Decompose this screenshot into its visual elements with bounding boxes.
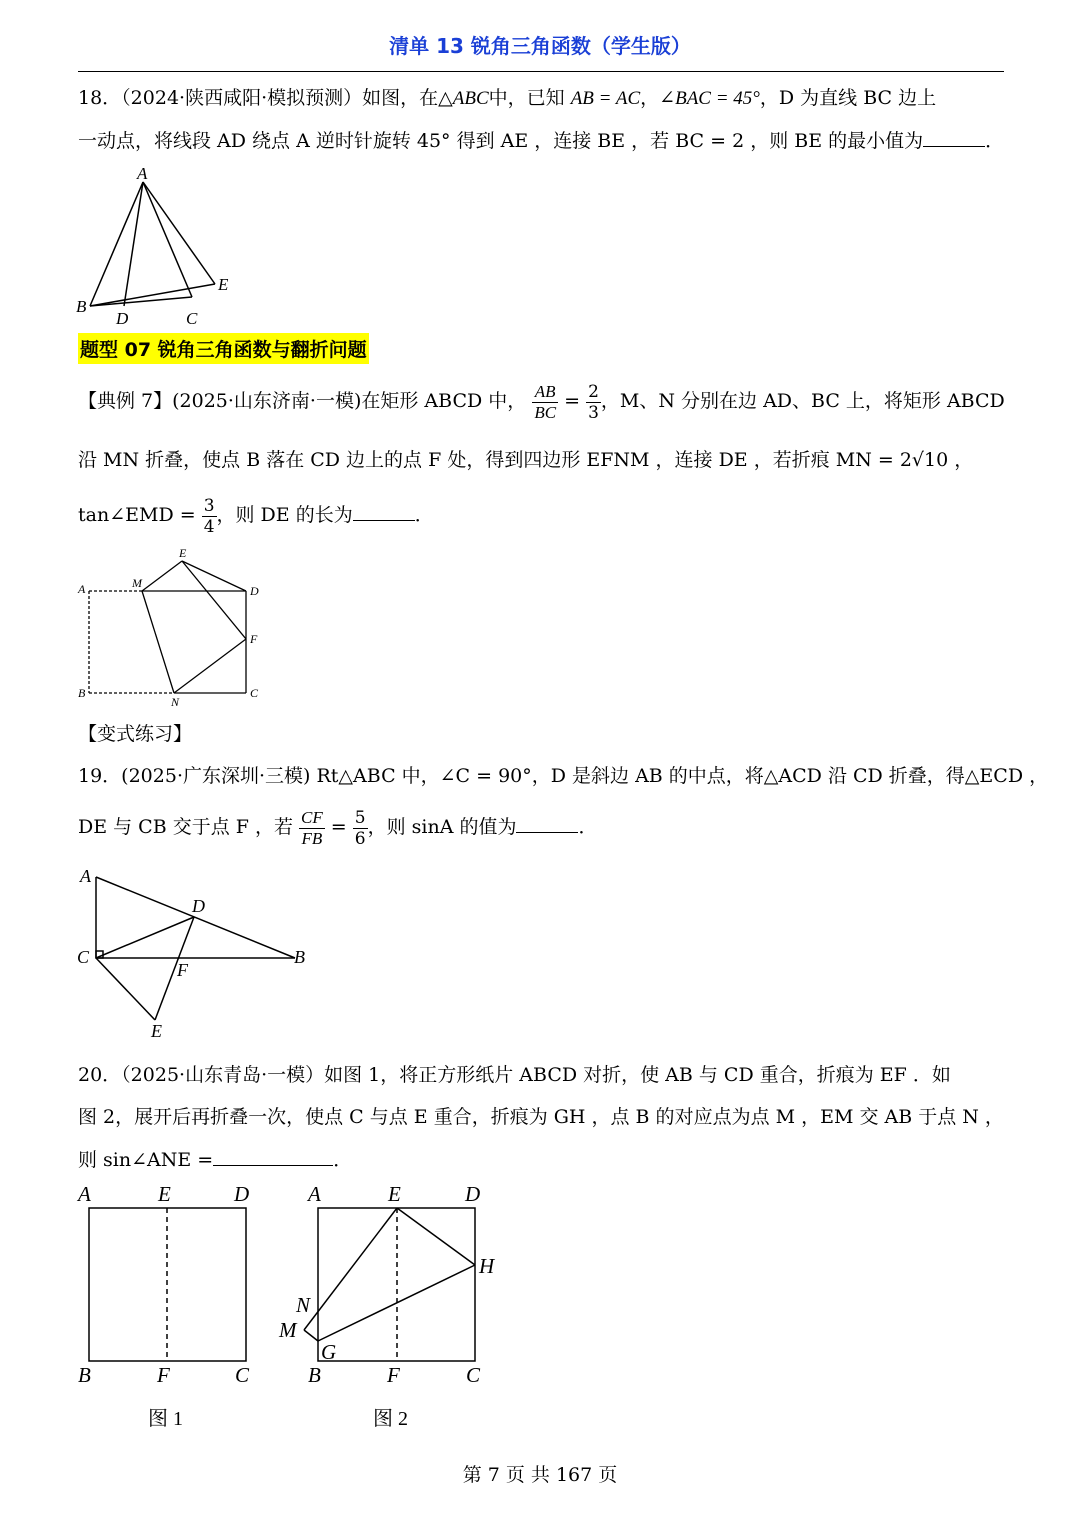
q18-label-c: C [186, 309, 198, 328]
fig2-label-g: G [321, 1340, 337, 1364]
fig1-label-a: A [78, 1182, 91, 1206]
ex7-frac [532, 382, 558, 423]
fig2-label-a: A [308, 1182, 321, 1206]
ex7-tan: tan∠EMD = [78, 504, 196, 526]
q19-frac-den: FB [301, 828, 323, 848]
q18-label-b: B [76, 297, 87, 316]
fig1-label-f: F [157, 1363, 170, 1387]
ex7-prefix: 【典例 7】(2025·山东济南·一模)在矩形 ABCD 中， [78, 390, 527, 412]
ex7-frac-num: AB [532, 382, 558, 403]
ex7-eq: = [564, 390, 581, 412]
q18-label-a: A [137, 164, 148, 183]
q18-figure [70, 160, 250, 330]
fig1-label-d: D [234, 1182, 250, 1206]
fig2-label-b: B [308, 1363, 321, 1387]
fig2-label-h: H [479, 1254, 495, 1278]
q20-answer-blank[interactable] [213, 1149, 333, 1166]
q18-abc: ABC [452, 88, 489, 109]
q20-line2: 图 2，展开后再折叠一次，使点 C 与点 E 重合，折痕为 GH ，点 B 的对应点为点 M ，EM 交 AB 于点 N ， [78, 1106, 1004, 1128]
ex7-period: ． [414, 504, 434, 526]
q18-line2-text: 一动点，将线段 AD 绕点 A 逆时针旋转 45° 得到 AE ，连接 BE ，若 BC = 2 ，则 BE 的最小值为 [78, 130, 924, 152]
q19-val-den: 6 [354, 828, 366, 849]
ex7-line2: 沿 MN 折叠，使点 B 落在 CD 边上的点 F 处，得到四边形 EFNM ，连接 DE ，若折痕 MN = 2√10 ， [78, 449, 974, 471]
q18-line2 [78, 127, 1004, 155]
q18-label-e: E [218, 275, 229, 294]
ex7-label-e: E [179, 546, 187, 560]
fig2-label-m: M [279, 1318, 297, 1342]
q19-label-e: E [151, 1021, 162, 1041]
q19-label-d: D [192, 896, 205, 916]
q20-prefix: 则 sin∠ANE = [78, 1149, 214, 1171]
ex7-tan-den: 4 [203, 516, 215, 537]
q20-period: ． [333, 1149, 353, 1171]
ex7-frac-den: BC [534, 402, 557, 422]
q18-angle: ∠BAC = 45° [659, 88, 760, 109]
q19-line1: 19．(2025·广东深圳·三模) Rt△ABC 中，∠C = 90°，D 是斜边 AB 的中点，将△ACD 沿 CD 折叠，得△ECD ， [78, 765, 1049, 787]
q19-val-num: 5 [354, 807, 366, 828]
q19-label-c: C [77, 947, 90, 967]
ex7-line3 [78, 492, 434, 538]
fig2-label-d: D [465, 1182, 481, 1206]
ex7-val-den: 3 [588, 402, 599, 423]
fig2-label-c: C [466, 1363, 481, 1387]
q18-mid: 中，已知 [488, 87, 565, 109]
q20-fig2 [304, 1208, 475, 1361]
q19-label-f: F [177, 960, 188, 980]
page-header-title: 清单 13 锐角三角函数（学生版） [389, 34, 691, 58]
variation-heading: 【变式练习】 [78, 723, 193, 745]
ex7-label-f: F [250, 632, 258, 646]
q19-val [353, 808, 368, 849]
ex7-line1 [78, 378, 1005, 424]
q20-line3 [78, 1146, 352, 1174]
q19-frac [299, 808, 325, 849]
ex7-label-b: B [78, 686, 86, 700]
q19-prefix: DE 与 CB 交于点 F ，若 [78, 816, 293, 838]
q19-period: ． [578, 816, 598, 838]
q20-fig1 [89, 1208, 246, 1361]
fig2-label-n: N [296, 1293, 311, 1317]
fig2-label-e: E [388, 1182, 401, 1206]
ex7-answer-blank[interactable] [353, 504, 415, 521]
q18-line1: 18．（2024·陕西咸阳·模拟预测）如图，在△ABC中，已知 AB = AC，∠BAC = 45°，D 为直线 BC 边上 [78, 87, 937, 109]
q19-answer-blank[interactable] [516, 816, 578, 833]
q18-prefix: 18．（2024·陕西咸阳·模拟预测）如图，在△ [78, 87, 453, 109]
q18-label-d: D [116, 309, 129, 328]
ex7-line3-suffix: ，则 DE 的长为 [216, 504, 353, 526]
q18-suffix: ，D 为直线 BC 边上 [759, 87, 937, 109]
q18-cond: AB = AC [570, 88, 641, 109]
ex7-label-a: A [78, 582, 86, 596]
ex7-tan-num: 3 [203, 495, 215, 516]
fig1-caption: 图 1 [148, 1408, 183, 1430]
ex7-val-num: 2 [588, 381, 599, 402]
fig2-label-f: F [387, 1363, 400, 1387]
ex7-label-n: N [171, 695, 180, 708]
ex7-suffix: ，M、N 分别在边 AD、BC 上，将矩形 ABCD [600, 390, 1005, 412]
ex7-label-c: C [250, 686, 259, 700]
q20-figures [70, 1178, 520, 1438]
fig2-caption: 图 2 [373, 1408, 408, 1430]
ex7-figure [74, 543, 274, 708]
q20-line1: 20．（2025·山东青岛·一模）如图 1，将正方形纸片 ABCD 对折，使 AB 与 CD 重合，折痕为 EF ．如 [78, 1064, 951, 1086]
header-rule [78, 71, 1004, 72]
q18-period: ． [985, 130, 1005, 152]
fig1-label-b: B [78, 1363, 91, 1387]
ex7-val [586, 382, 601, 423]
fig1-label-c: C [235, 1363, 250, 1387]
ex7-label-m: M [132, 576, 142, 590]
section-heading: 题型 07 锐角三角函数与翻折问题 [78, 333, 369, 364]
q19-figure [70, 862, 320, 1042]
q19-label-b: B [294, 947, 305, 967]
page-footer: 第 7 页 共 167 页 [462, 1464, 618, 1486]
ex7-label-d: D [250, 584, 259, 598]
q19-frac-num: CF [301, 807, 323, 827]
q19-suffix: ，则 sinA 的值为 [367, 816, 517, 838]
fig1-label-e: E [158, 1182, 171, 1206]
ex7-tan-frac [202, 496, 217, 537]
q18-answer-blank[interactable] [923, 130, 985, 147]
q19-line2: DE 与 CB 交于点 F ，若 $\frac{CF}{FB}$ = $\frac{5}{6}$ ，则 sinA 的值为 ． [78, 807, 598, 849]
q19-label-a: A [80, 866, 91, 886]
